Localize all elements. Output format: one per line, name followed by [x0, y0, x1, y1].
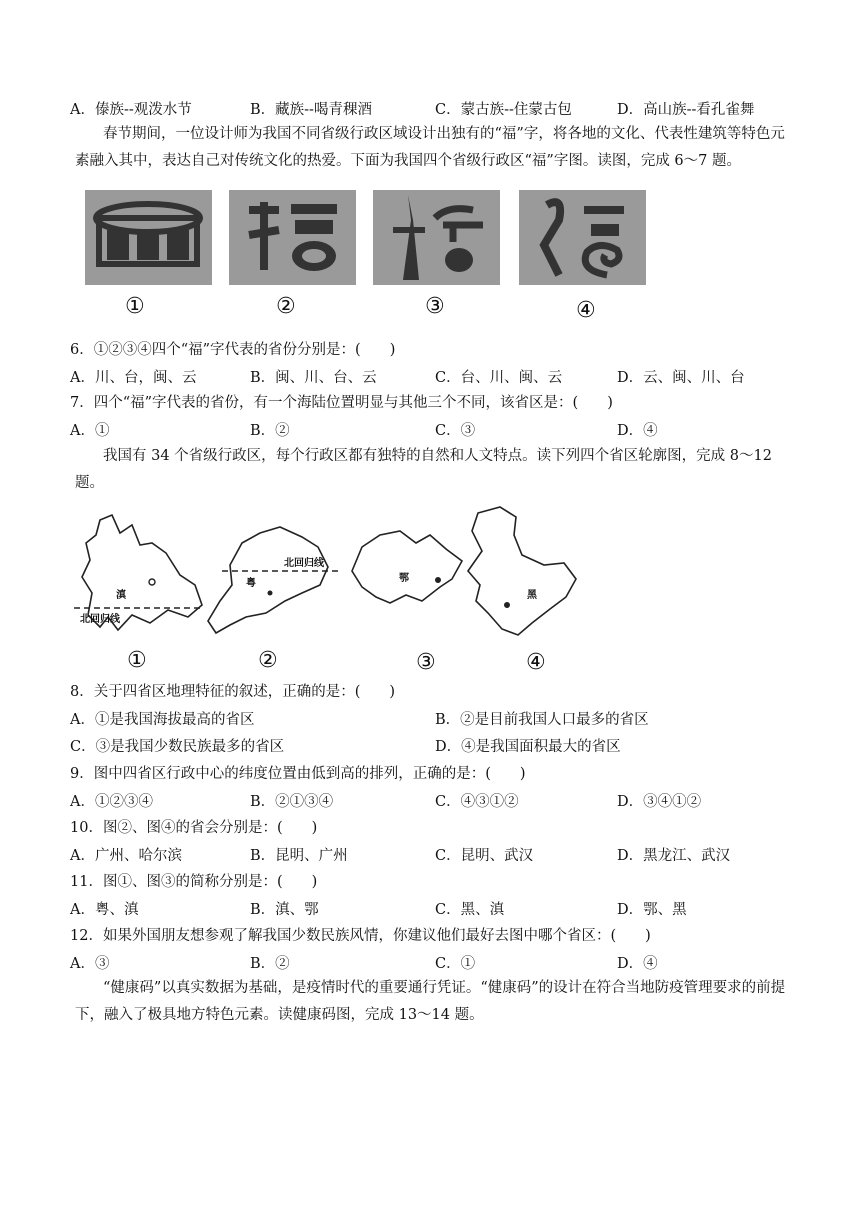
q12-option-d: D．④ [617, 956, 658, 972]
q9-option-d: D．③④①② [617, 794, 702, 810]
q5-option-c: C．蒙古族--住蒙古包 [435, 102, 572, 118]
fu-label-1: ① [125, 294, 145, 319]
q5-option-d: D．高山族--看孔雀舞 [617, 102, 755, 118]
q7-option-c: C．③ [435, 423, 476, 439]
q5-option-a: A．傣族--观泼水节 [70, 102, 192, 118]
q8-option-d: D．④是我国面积最大的省区 [435, 739, 621, 755]
fu-label-2: ② [276, 294, 296, 319]
q6-option-a: A．川、台，闽、云 [70, 370, 197, 386]
guangdong-outline [208, 527, 328, 633]
q9-option-c: C．④③①② [435, 794, 519, 810]
map-abbr-4: 黑 [527, 590, 537, 601]
q7-option-a: A．① [70, 423, 110, 439]
hubei-outline [352, 531, 462, 603]
q12-option-b: B．② [250, 956, 290, 972]
q10-option-d: D．黑龙江、武汉 [617, 848, 731, 864]
q10-option-b: B．昆明、广州 [250, 848, 348, 864]
q11-option-c: C．黑、滇 [435, 902, 505, 918]
q8-option-c: C．③是我国少数民族最多的省区 [70, 739, 285, 755]
province-maps [70, 505, 630, 645]
fu-image-1 [85, 190, 212, 285]
map-abbr-2: 粤 [246, 578, 256, 589]
q6-option-d: D．云、闽、川、台 [617, 370, 745, 386]
map-abbr-3: 鄂 [399, 573, 409, 584]
q9-option-a: A．①②③④ [70, 794, 153, 810]
q8-stem: 8．关于四省区地理特征的叙述，正确的是：( ) [70, 684, 396, 700]
q11-stem: 11．图①、图③的简称分别是：( ) [70, 874, 318, 890]
map-tropic-label-2: 北回归线 [284, 558, 324, 569]
map-label-2: ② [258, 648, 278, 673]
q11-option-b: B．滇、鄂 [250, 902, 319, 918]
intro-8-12: 我国有 34 个省级行政区，每个行政区都有独特的自然和人文特点。读下列四个省区轮廓图，完成 8～12 题。 [75, 448, 772, 491]
q10-option-a: A．广州、哈尔滨 [70, 848, 182, 864]
q10-stem: 10．图②、图④的省会分别是：( ) [70, 820, 318, 836]
fu-image-2 [229, 190, 356, 285]
map-label-3: ③ [416, 650, 436, 675]
fu-image-4 [519, 190, 646, 285]
q11-option-a: A．粤、滇 [70, 902, 139, 918]
map-label-1: ① [127, 648, 147, 673]
q12-stem: 12．如果外国朋友想参观了解我国少数民族风情，你建议他们最好去图中哪个省区：( ) [70, 928, 651, 944]
q6-stem: 6．①②③④四个“福”字代表的省份分别是：( ) [70, 342, 396, 358]
q12-option-a: A．③ [70, 956, 110, 972]
q9-option-b: B．②①③④ [250, 794, 334, 810]
q5-option-b: B．藏族--喝青稞酒 [250, 102, 372, 118]
fu-label-3: ③ [425, 294, 445, 319]
map-abbr-1: 滇 [116, 590, 126, 601]
intro-13-14: “健康码”以真实数据为基础，是疫情时代的重要通行凭证。“健康码”的设计在符合当地防疫管理要求的前提下，融入了极具地方特色元素。读健康码图，完成 13～14 题。 [75, 980, 786, 1023]
fu-label-4: ④ [576, 298, 596, 323]
fu-image-3 [373, 190, 500, 285]
q6-option-c: C．台、川、闽、云 [435, 370, 563, 386]
q7-option-b: B．② [250, 423, 290, 439]
q7-stem: 7．四个“福”字代表的省份，有一个海陆位置明显与其他三个不同，该省区是：( ) [70, 395, 613, 411]
q8-option-b: B．②是目前我国人口最多的省区 [435, 712, 649, 728]
intro-6-7: 春节期间，一位设计师为我国不同省级行政区域设计出独有的“福”字，将各地的文化、代表性建筑等特色元素融入其中，表达自己对传统文化的热爱。下面为我国四个省级行政区“福”字图。读图，完成 6～7 题。 [75, 126, 785, 169]
q10-option-c: C．昆明、武汉 [435, 848, 534, 864]
q7-option-d: D．④ [617, 423, 658, 439]
map-tropic-label-1: 北回归线 [80, 614, 120, 625]
q8-option-a: A．①是我国海拔最高的省区 [70, 712, 255, 728]
q9-stem: 9．图中四省区行政中心的纬度位置由低到高的排列，正确的是：( ) [70, 766, 526, 782]
q6-option-b: B．闽、川、台、云 [250, 370, 377, 386]
map-label-4: ④ [526, 650, 546, 675]
q12-option-c: C．① [435, 956, 476, 972]
heilongjiang-outline [468, 507, 576, 635]
q11-option-d: D．鄂、黑 [617, 902, 687, 918]
